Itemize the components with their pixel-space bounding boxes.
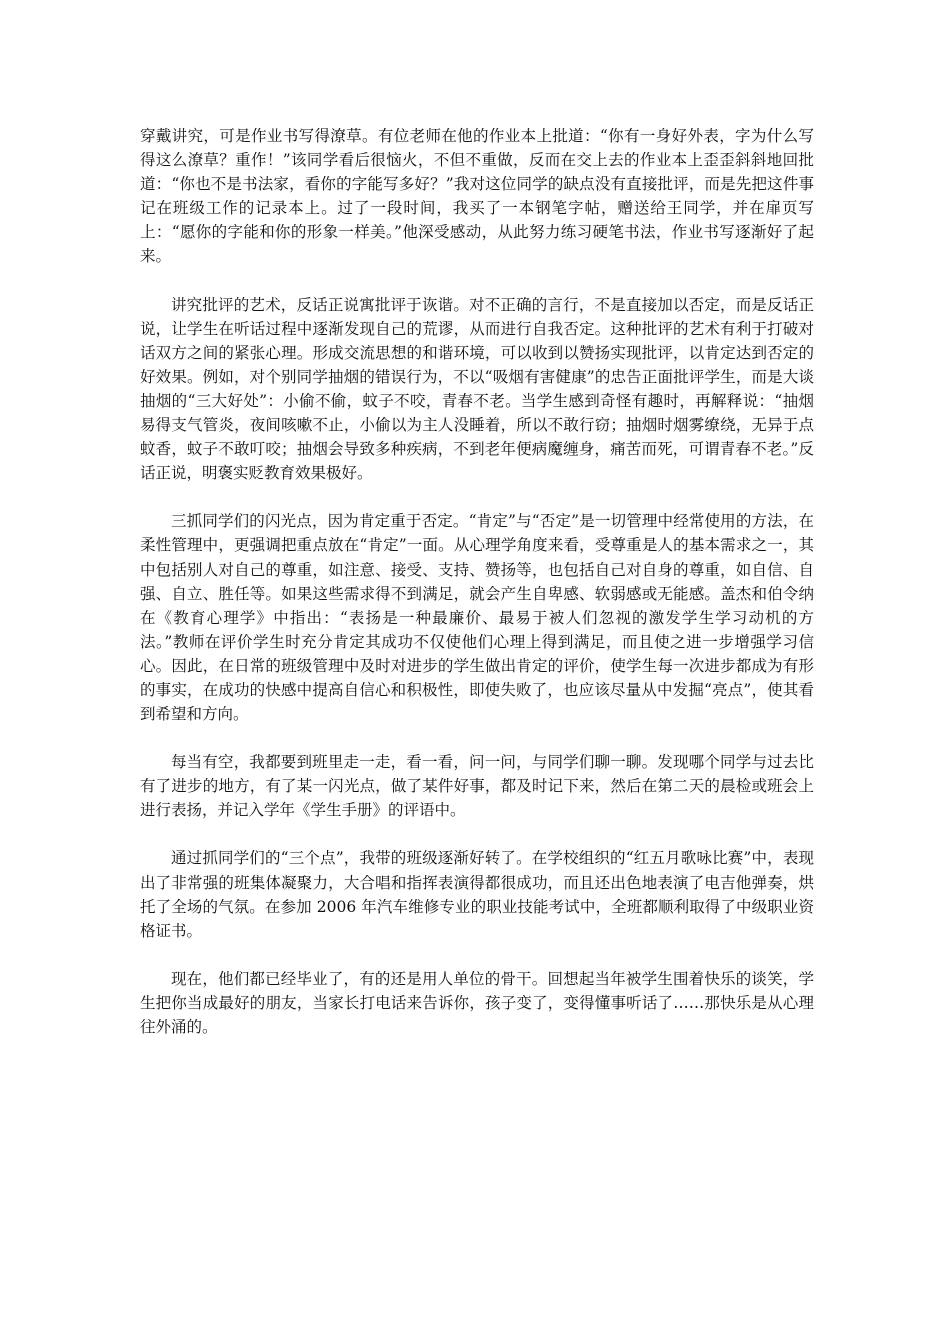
paragraph-4: 每当有空，我都要到班里走一走，看一看，问一问，与同学们聊一聊。发现哪个同学与过去比有了进步的地方，有了某一闪光点，做了某件好事，都及时记下来，然后在第二天的晨检或班会上进行表扬，并记入学年《学生手册》的评语中。 (140, 753, 814, 820)
paragraph-1: 穿戴讲究，可是作业书写得潦草。有位老师在他的作业本上批道：“你有一身好外表，字为什么写得这么潦草？重作！”该同学看后很恼火，不但不重做，反而在交上去的作业本上歪歪斜斜地回批道：“你也不是书法家，看你的字能写多好？”我对这位同学的缺点没有直接批评，而是先把这件事记在班级工作的记录本上。过了一段时间，我买了一本钢笔字帖，赠送给王同学，并在扉页写上：“愿你的字能和你的形象一样美。”他深受感动，从此努力练习硬笔书法，作业书写逐渐好了起来。 (140, 127, 814, 266)
document-body (140, 124, 814, 1063)
paragraph-5: 通过抓同学们的“三个点”，我带的班级逐渐好转了。在学校组织的“红五月歌咏比赛”中，表现出了非常强的班集体凝聚力，大合唱和指挥表演得都很成功，而且还出色地表演了电吉他弹奏，烘托了全场的气氛。在参加 2006 年汽车维修专业的职业技能考试中，全班都顺利取得了中级职业资格证书。 (140, 849, 814, 940)
paragraph-3: 三抓同学们的闪光点，因为肯定重于否定。“肯定”与“否定”是一切管理中经常使用的方法，在柔性管理中，更强调把重点放在“肯定”一面。从心理学角度来看，受尊重是人的基本需求之一，其中包括别人对自己的尊重，如注意、接受、支持、赞扬等，也包括自己对自身的尊重，如自信、自强、自立、胜任等。如果这些需求得不到满足，就会产生自卑感、软弱感或无能感。盖杰和伯令纳在《教育心理学》中指出：“表扬是一种最廉价、最易于被人们忽视的激发学生学习动机的方法。”教师在评价学生时充分肯定其成功不仅使他们心理上得到满足，而且使之进一步增强学习信心。因此，在日常的班级管理中及时对进步的学生做出肯定的评价，使学生每一次进步都成为有形的事实，在成功的快感中提高自信心和积极性，即使失败了，也应该尽量从中发掘“亮点”，使其看到希望和方向。 (140, 512, 814, 724)
paragraph-2: 讲究批评的艺术，反话正说寓批评于诙谐。对不正确的言行，不是直接加以否定，而是反话正说，让学生在听话过程中逐渐发现自己的荒谬，从而进行自我否定。这种批评的艺术有利于打破对话双方之间的紧张心理。形成交流思想的和谐环境，可以收到以赞扬实现批评，以肯定达到否定的好效果。例如，对个别同学抽烟的错误行为，不以“吸烟有害健康”的忠告正面批评学生，而是大谈抽烟的“三大好处”：小偷不偷，蚊子不咬，青春不老。当学生感到奇怪有趣时，再解释说：“抽烟易得支气管炎，夜间咳嗽不止，小偷以为主人没睡着，所以不敢行窃；抽烟时烟雾缭绕，无异于点蚊香，蚊子不敢叮咬；抽烟会导致多种疾病，不到老年便病魔缠身，痛苦而死，可谓青春不老。”反话正说，明褒实贬教育效果极好。 (140, 295, 814, 483)
paragraph-6: 现在，他们都已经毕业了，有的还是用人单位的骨干。回想起当年被学生围着快乐的谈笑，学生把你当成最好的朋友，当家长打电话来告诉你，孩子变了，变得懂事听话了……那快乐是从心理往外涌的。 (140, 969, 814, 1036)
